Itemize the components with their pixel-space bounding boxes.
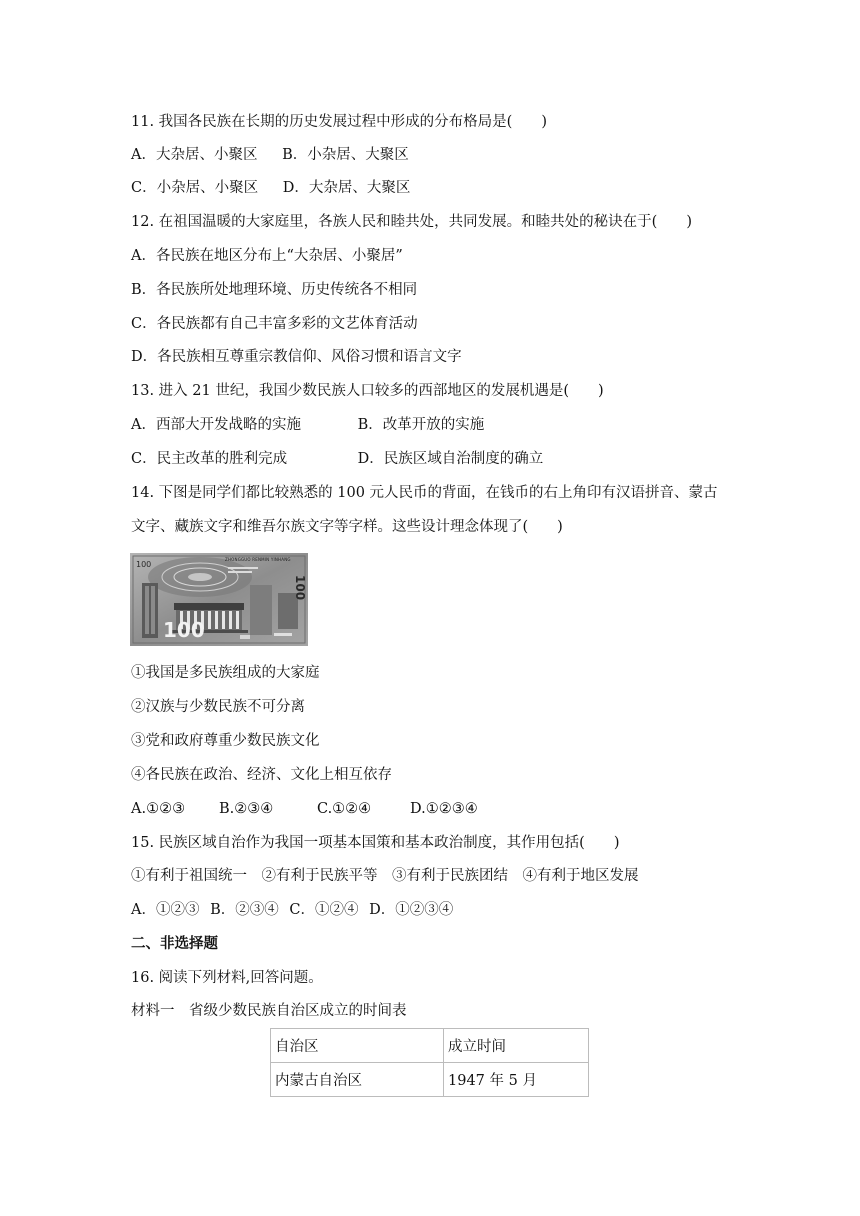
q15-option-a: A．①②③ bbox=[131, 902, 200, 918]
table-header-cell: 自治区 bbox=[271, 1029, 444, 1063]
q12-option-c: C．各民族都有自己丰富多彩的文艺体育活动 bbox=[131, 316, 418, 332]
autonomous-region-table bbox=[270, 1028, 589, 1097]
q12-stem: 12. 在祖国温暖的大家庭里，各族人民和睦共处，共同发展。和睦共处的秘诀在于( ) bbox=[131, 214, 692, 230]
q15-options bbox=[131, 900, 453, 920]
q14-options bbox=[131, 799, 478, 819]
table-header-row bbox=[271, 1029, 589, 1063]
q13-options-row2 bbox=[131, 449, 543, 469]
q11-stem: 11. 我国各民族在长期的历史发展过程中形成的分布格局是( ) bbox=[131, 114, 547, 130]
q16-stem: 16. 阅读下列材料,回答问题。 bbox=[131, 970, 323, 986]
q13-option-d: D．民族区域自治制度的确立 bbox=[357, 451, 544, 467]
q12-option-a: A．各民族在地区分布上“大杂居、小聚居” bbox=[131, 248, 403, 264]
q13-option-a: A．西部大开发战略的实施 bbox=[131, 417, 301, 433]
q11-option-b: B．小杂居、大聚区 bbox=[282, 147, 409, 163]
q14-statement-1: ①我国是多民族组成的大家庭 bbox=[131, 665, 320, 681]
q13-options-row1 bbox=[131, 415, 484, 435]
q15-stem: 15. 民族区域自治作为我国一项基本国策和基本政治制度，其作用包括( ) bbox=[131, 835, 620, 851]
q14-statement-3: ③党和政府尊重少数民族文化 bbox=[131, 733, 320, 749]
banknote-denomination: 100 bbox=[163, 618, 205, 642]
banknote-pinyin: ZHONGGUO RENMIN YINHANG bbox=[225, 557, 291, 562]
q11-options-row2 bbox=[131, 178, 410, 198]
q16-material1: 材料一 省级少数民族自治区成立的时间表 bbox=[131, 1003, 407, 1019]
q15-statements: ①有利于祖国统一 ②有利于民族平等 ③有利于民族团结 ④有利于地区发展 bbox=[131, 868, 639, 884]
q12-option-b: B．各民族所处地理环境、历史传统各不相同 bbox=[131, 282, 418, 298]
q14-stem-line1: 14. 下图是同学们都比较熟悉的 100 元人民币的背面，在钱币的右上角印有汉语拼音、蒙古 bbox=[131, 485, 718, 501]
table-header-cell: 成立时间 bbox=[444, 1029, 589, 1063]
q13-option-b: B．改革开放的实施 bbox=[357, 417, 485, 433]
banknote-graphic bbox=[130, 553, 308, 646]
q11-option-c: C．小杂居、小聚区 bbox=[131, 180, 259, 196]
q14-option-b: B.②③④ bbox=[219, 801, 274, 817]
svg-text:100: 100 bbox=[136, 560, 152, 569]
q14-option-d: D.①②③④ bbox=[410, 801, 478, 817]
banknote-image bbox=[130, 553, 308, 646]
table-row bbox=[271, 1063, 589, 1097]
q11-options-row1 bbox=[131, 145, 409, 165]
q14-statement-4: ④各民族在政治、经济、文化上相互依存 bbox=[131, 767, 392, 783]
q15-option-d: D．①②③④ bbox=[369, 902, 454, 918]
q12-option-d: D．各民族相互尊重宗教信仰、风俗习惯和语言文字 bbox=[131, 349, 462, 365]
svg-text:100: 100 bbox=[293, 575, 307, 601]
q13-option-c: C．民主改革的胜利完成 bbox=[131, 451, 288, 467]
q14-option-c: C.①②④ bbox=[317, 801, 372, 817]
table-cell: 1947 年 5 月 bbox=[444, 1063, 589, 1097]
q14-statement-2: ②汉族与少数民族不可分离 bbox=[131, 699, 305, 715]
q15-option-c: C．①②④ bbox=[289, 902, 359, 918]
q14-stem-line2: 文字、藏族文字和维吾尔族文字等字样。这些设计理念体现了( ) bbox=[131, 519, 563, 535]
q11-option-a: A．大杂居、小聚区 bbox=[131, 147, 258, 163]
table-cell: 内蒙古自治区 bbox=[271, 1063, 444, 1097]
q15-option-b: B．②③④ bbox=[210, 902, 279, 918]
q13-stem: 13. 进入 21 世纪，我国少数民族人口较多的西部地区的发展机遇是( ) bbox=[131, 383, 604, 399]
section-heading: 二、非选择题 bbox=[131, 935, 218, 952]
q14-option-a: A.①②③ bbox=[131, 801, 186, 817]
q11-option-d: D．大杂居、大聚区 bbox=[282, 180, 411, 196]
